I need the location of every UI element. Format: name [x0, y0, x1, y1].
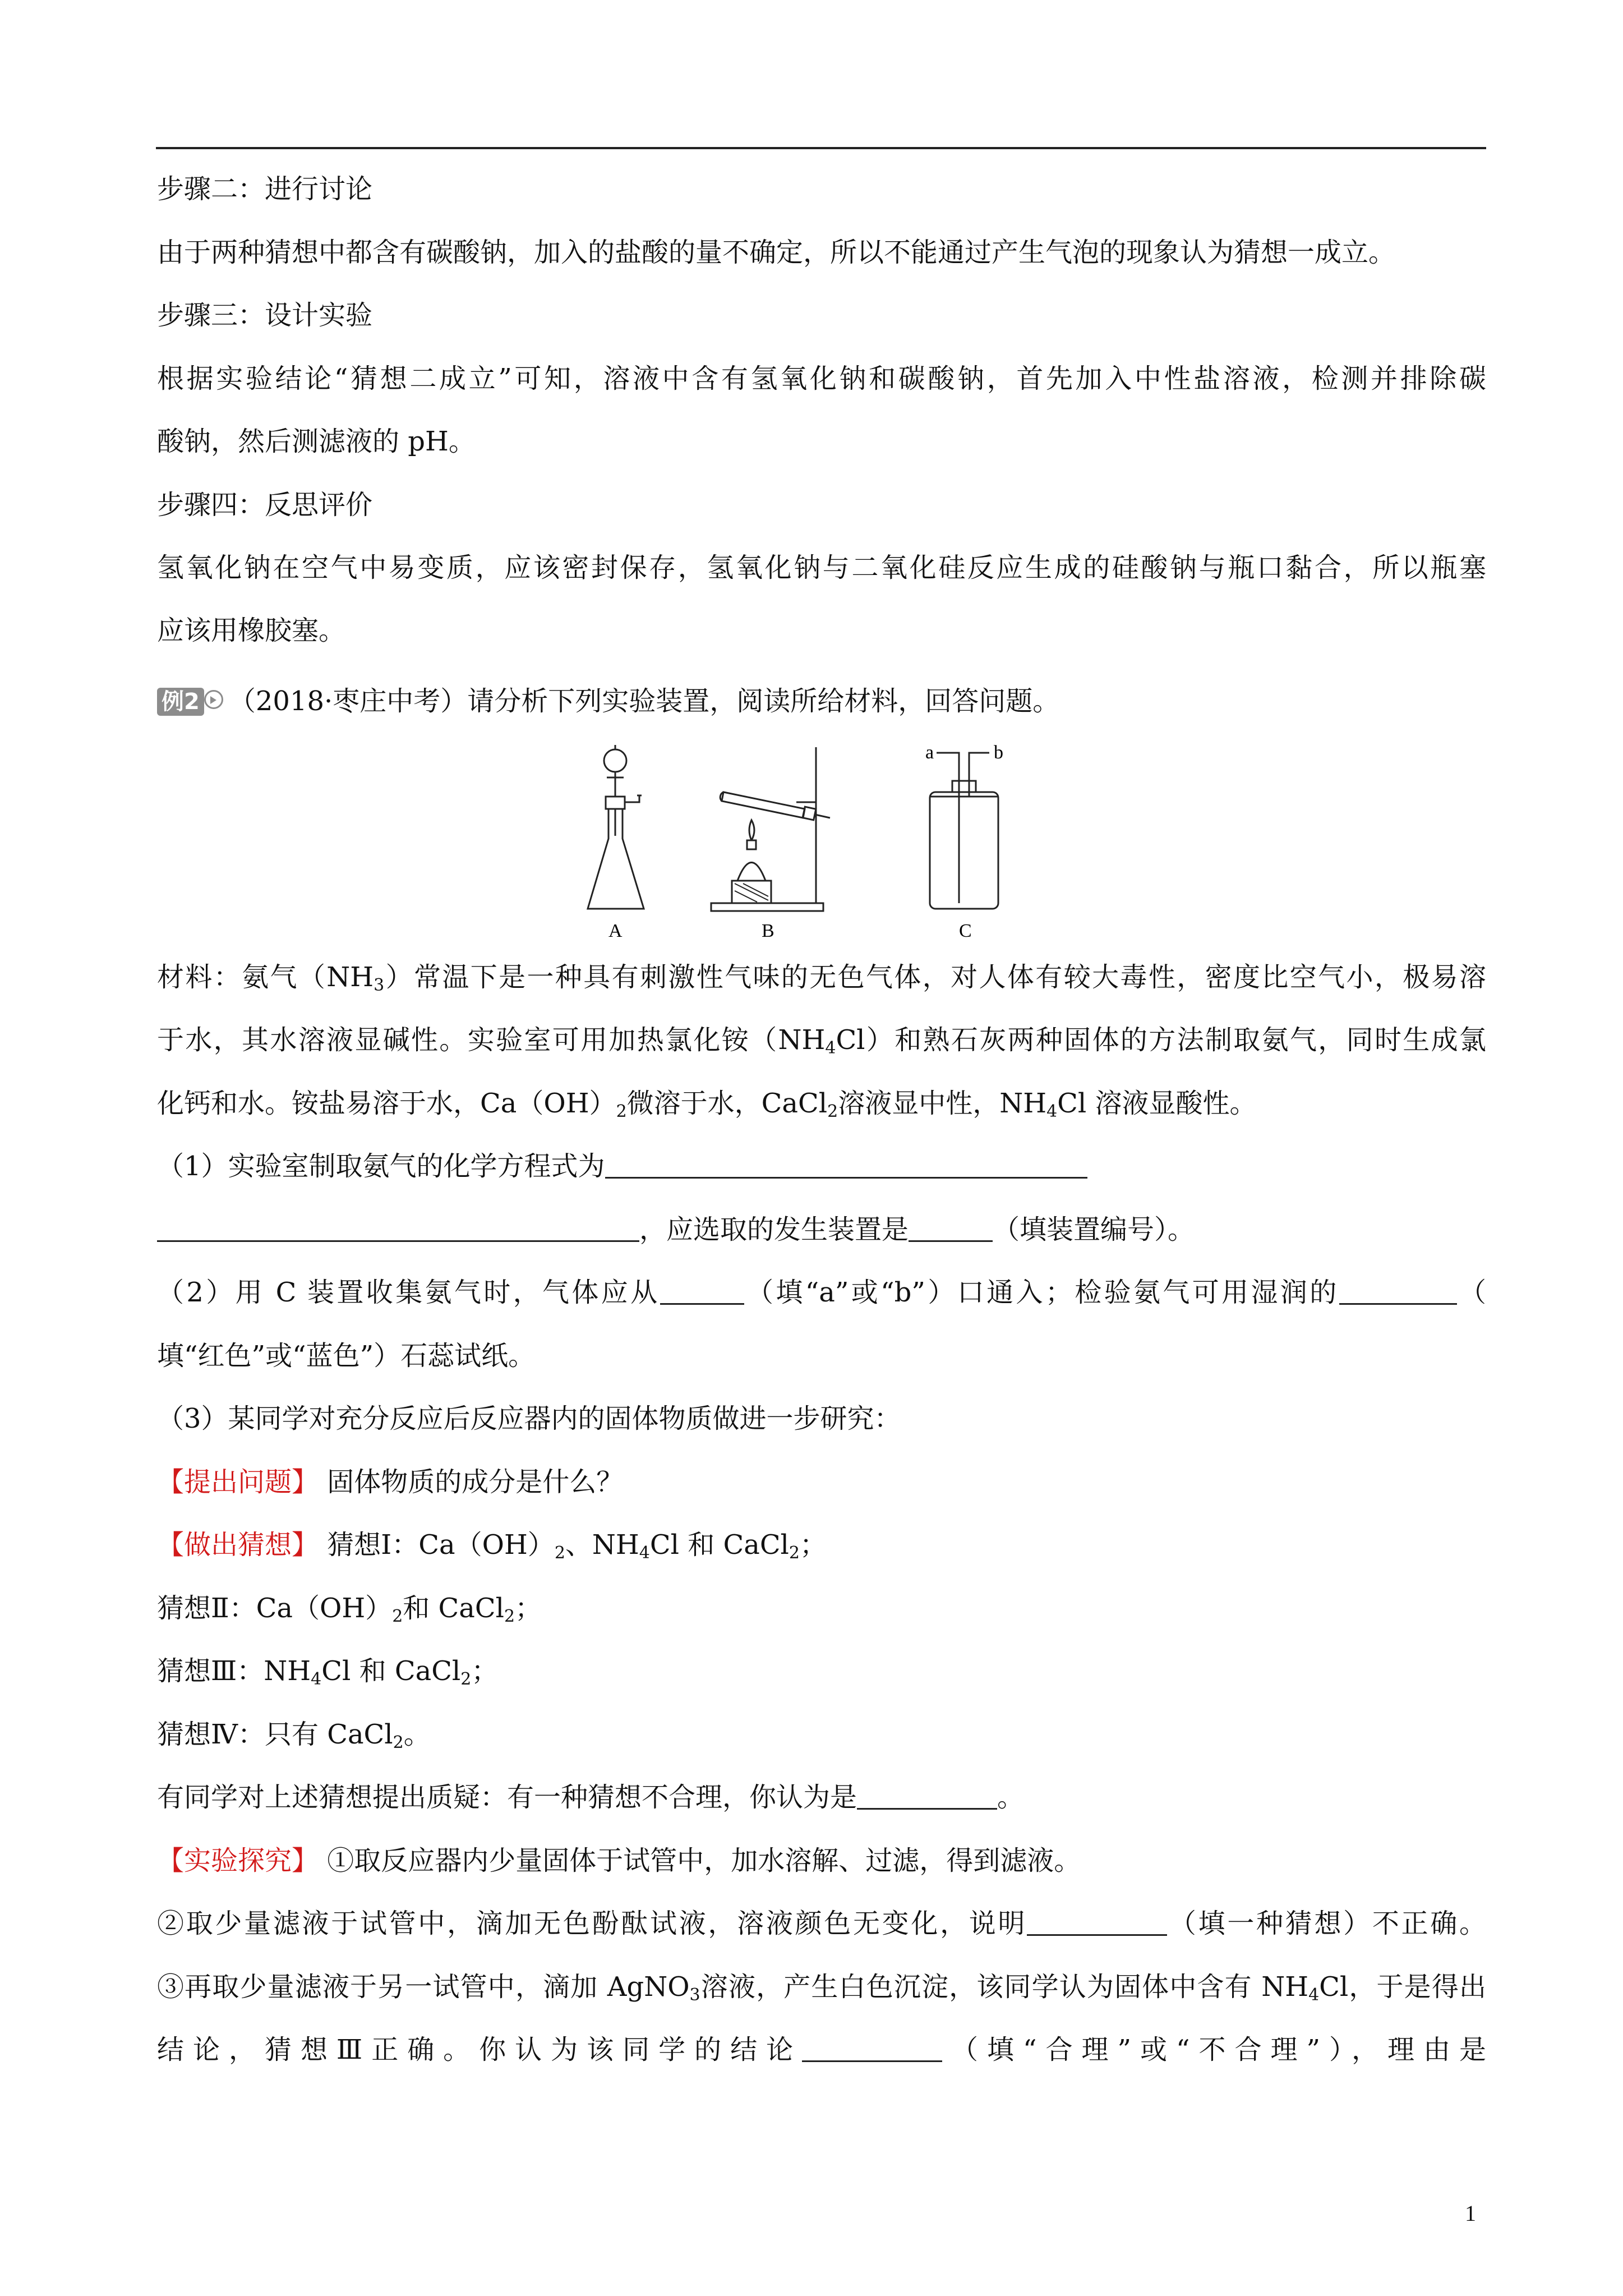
step4-text-line1: 氢氧化钠在空气中易变质，应该密封保存，氢氧化钠与二氧化硅反应生成的硅酸钠与瓶口黏合，所以瓶塞	[157, 552, 1486, 583]
q3-explore3: ③再取少量滤液于另一试管中，滴加 AgNO$_3$溶液，产生白色沉淀，该同学认为固体中含有 $NH_4Cl$，于是得出	[157, 1971, 1486, 2005]
label-c: C	[959, 921, 972, 941]
step2-text: 由于两种猜想中都含有碳酸钠，加入的盐酸的量不确定，所以不能通过产生气泡的现象认为猜想一成立。	[157, 237, 1396, 268]
apparatus-figure	[583, 740, 1066, 942]
arrow-icon	[204, 690, 223, 709]
q1-equation-blank[interactable]	[605, 1152, 1087, 1179]
q3-explore1: 【实验探究】 ①取反应器内少量固体于试管中，加水溶解、过滤，得到滤液。	[157, 1845, 1081, 1876]
q3-guess1: 【做出猜想】 猜想Ⅰ：$Ca(OH)_2$、$NH_4Cl$ 和 CaCl$_2$；	[157, 1529, 827, 1563]
apparatus-c	[930, 753, 998, 909]
q3-intro: （3）某同学对充分反应后反应器内的固体物质做进一步研究：	[157, 1403, 901, 1434]
q1-equation-blank-cont[interactable]	[157, 1216, 639, 1242]
apparatus-b	[711, 747, 830, 911]
q3-guess3: 猜想Ⅲ：$NH_4Cl$ 和 CaCl$_2$；	[157, 1655, 499, 1689]
q2-litmus-blank[interactable]	[1339, 1278, 1457, 1305]
page-number: 1	[1465, 2201, 1476, 2226]
example-intro: （2018·枣庄中考）请分析下列实验装置，阅读所给材料，回答问题。	[228, 685, 1060, 717]
step3-text-line2: 酸钠，然后测滤液的 pH。	[157, 426, 476, 457]
q2-port-blank[interactable]	[660, 1278, 744, 1305]
apparatus-a	[588, 745, 644, 909]
step2-title: 步骤二：进行讨论	[157, 173, 373, 205]
example-tag: 例2	[157, 688, 204, 716]
q1-line2: ，应选取的发生装置是 （填装置编号）。	[157, 1212, 1195, 1248]
port-b-label: b	[994, 742, 1003, 763]
q3-explore2-blank[interactable]	[1027, 1910, 1167, 1936]
material-line1: 材料：氨气$(NH_3)$常温下是一种具有刺激性气味的无色气体，对人体有较大毒性，密度比空气小，极易溶	[157, 961, 1486, 995]
example-heading	[157, 683, 1059, 719]
q2-line2: 填“红色”或“蓝色”）石蕊试纸。	[157, 1340, 536, 1372]
port-a-label: a	[925, 742, 934, 763]
material-line2: 于水，其水溶液显碱性。实验室可用加热氯化铵$(NH_4Cl)$和熟石灰两种固体的方法制取氨气，同时生成氯	[157, 1024, 1486, 1058]
q3-doubt: 有同学对上述猜想提出质疑：有一种猜想不合理，你认为是 。	[157, 1782, 1025, 1813]
q3-conclusion-blank[interactable]	[802, 2036, 942, 2062]
q1-device-blank[interactable]	[909, 1216, 993, 1242]
step3-title: 步骤三：设计实验	[157, 300, 373, 331]
q3-conclusion: 结论，猜想Ⅲ正确。你认为该同学的结论 （填“合理”或“不合理”），理由是	[157, 2034, 1486, 2065]
q3-explore2: ②取少量滤液于试管中，滴加无色酚酞试液，溶液颜色无变化，说明 （填一种猜想）不正确。	[157, 1908, 1486, 1939]
label-a: A	[608, 921, 623, 941]
q3-doubt-blank[interactable]	[857, 1783, 997, 1810]
label-b: B	[762, 921, 774, 941]
material-line3: 化钙和水。铵盐易溶于水，$Ca(OH)_2$微溶于水，CaCl$_2$溶液显中性，$NH_4Cl$ 溶液显酸性。	[157, 1088, 1257, 1121]
q3-guess4: 猜想Ⅳ：只有 CaCl$_2$。	[157, 1719, 431, 1752]
q2-line1: （2）用 C 装置收集氨气时，气体应从 （填“a”或“b”）口通入；检验氨气可用湿润的 （	[157, 1277, 1486, 1308]
step4-text-line2: 应该用橡胶塞。	[157, 615, 346, 646]
q3-problem: 【提出问题】 固体物质的成分是什么？	[157, 1466, 624, 1498]
q1-line1: （1）实验室制取氨气的化学方程式为	[157, 1148, 1087, 1184]
header-rule	[156, 147, 1486, 149]
step4-title: 步骤四：反思评价	[157, 489, 373, 521]
q3-guess2: 猜想Ⅱ：$Ca(OH)_2$和 CaCl$_2$；	[157, 1593, 542, 1626]
step3-text-line1: 根据实验结论“猜想二成立”可知，溶液中含有氢氧化钠和碳酸钠，首先加入中性盐溶液，检测并排除碳	[157, 363, 1486, 394]
